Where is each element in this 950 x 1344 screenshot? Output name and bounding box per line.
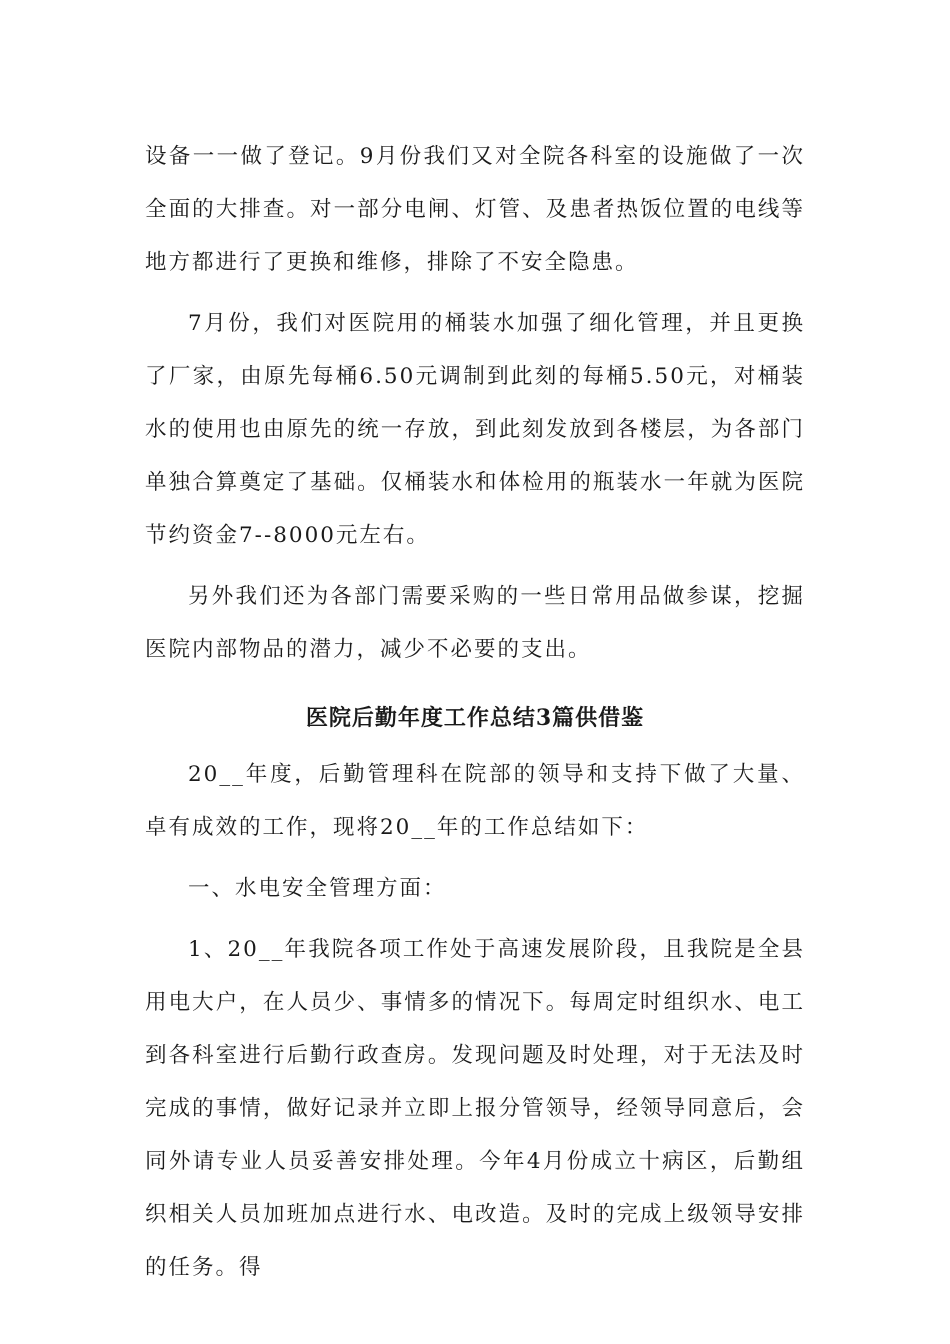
paragraph-section-one-title: 一、水电安全管理方面： (188, 876, 447, 901)
document-body (145, 130, 805, 1294)
paragraph-annual-intro: 20__年度，后勤管理科在院部的领导和支持下做了大量、卓有成效的工作，现将20__年的工作总结如下： (145, 762, 805, 840)
section-heading: 医院后勤年度工作总结3篇供借鉴 (305, 705, 645, 731)
paragraph-equipment-inspection: 设备一一做了登记。9月份我们又对全院各科室的设施做了一次全面的大排查。对一部分电闸、灯管、及患者热饭位置的电线等地方都进行了更换和维修，排除了不安全隐患。 (145, 144, 805, 275)
paragraph-bottled-water: 7月份，我们对医院用的桶装水加强了细化管理，并且更换了厂家，由原先每桶6.50元调制到此刻的每桶5.50元，对桶装水的使用也由原先的统一存放，到此刻发放到各楼层，为各部门单独合算奠定了基础。仅桶装水和体检用的瓶装水一年就为医院节约资金7--8000元左右。 (145, 311, 805, 548)
paragraph-electricity-management: 1、20__年我院各项工作处于高速发展阶段，且我院是全县用电大户，在人员少、事情多的情况下。每周定时组织水、电工到各科室进行后勤行政查房。发现问题及时处理，对于无法及时完成的事情，做好记录并立即上报分管领导，经领导同意后，会同外请专业人员妥善安排处理。今年4月份成立十病区，后勤组织相关人员加班加点进行水、电改造。及时的完成上级领导安排的任务。得 (145, 937, 805, 1280)
paragraph-daily-supplies: 另外我们还为各部门需要采购的一些日常用品做参谋，挖掘医院内部物品的潜力，减少不必要的支出。 (145, 584, 805, 662)
